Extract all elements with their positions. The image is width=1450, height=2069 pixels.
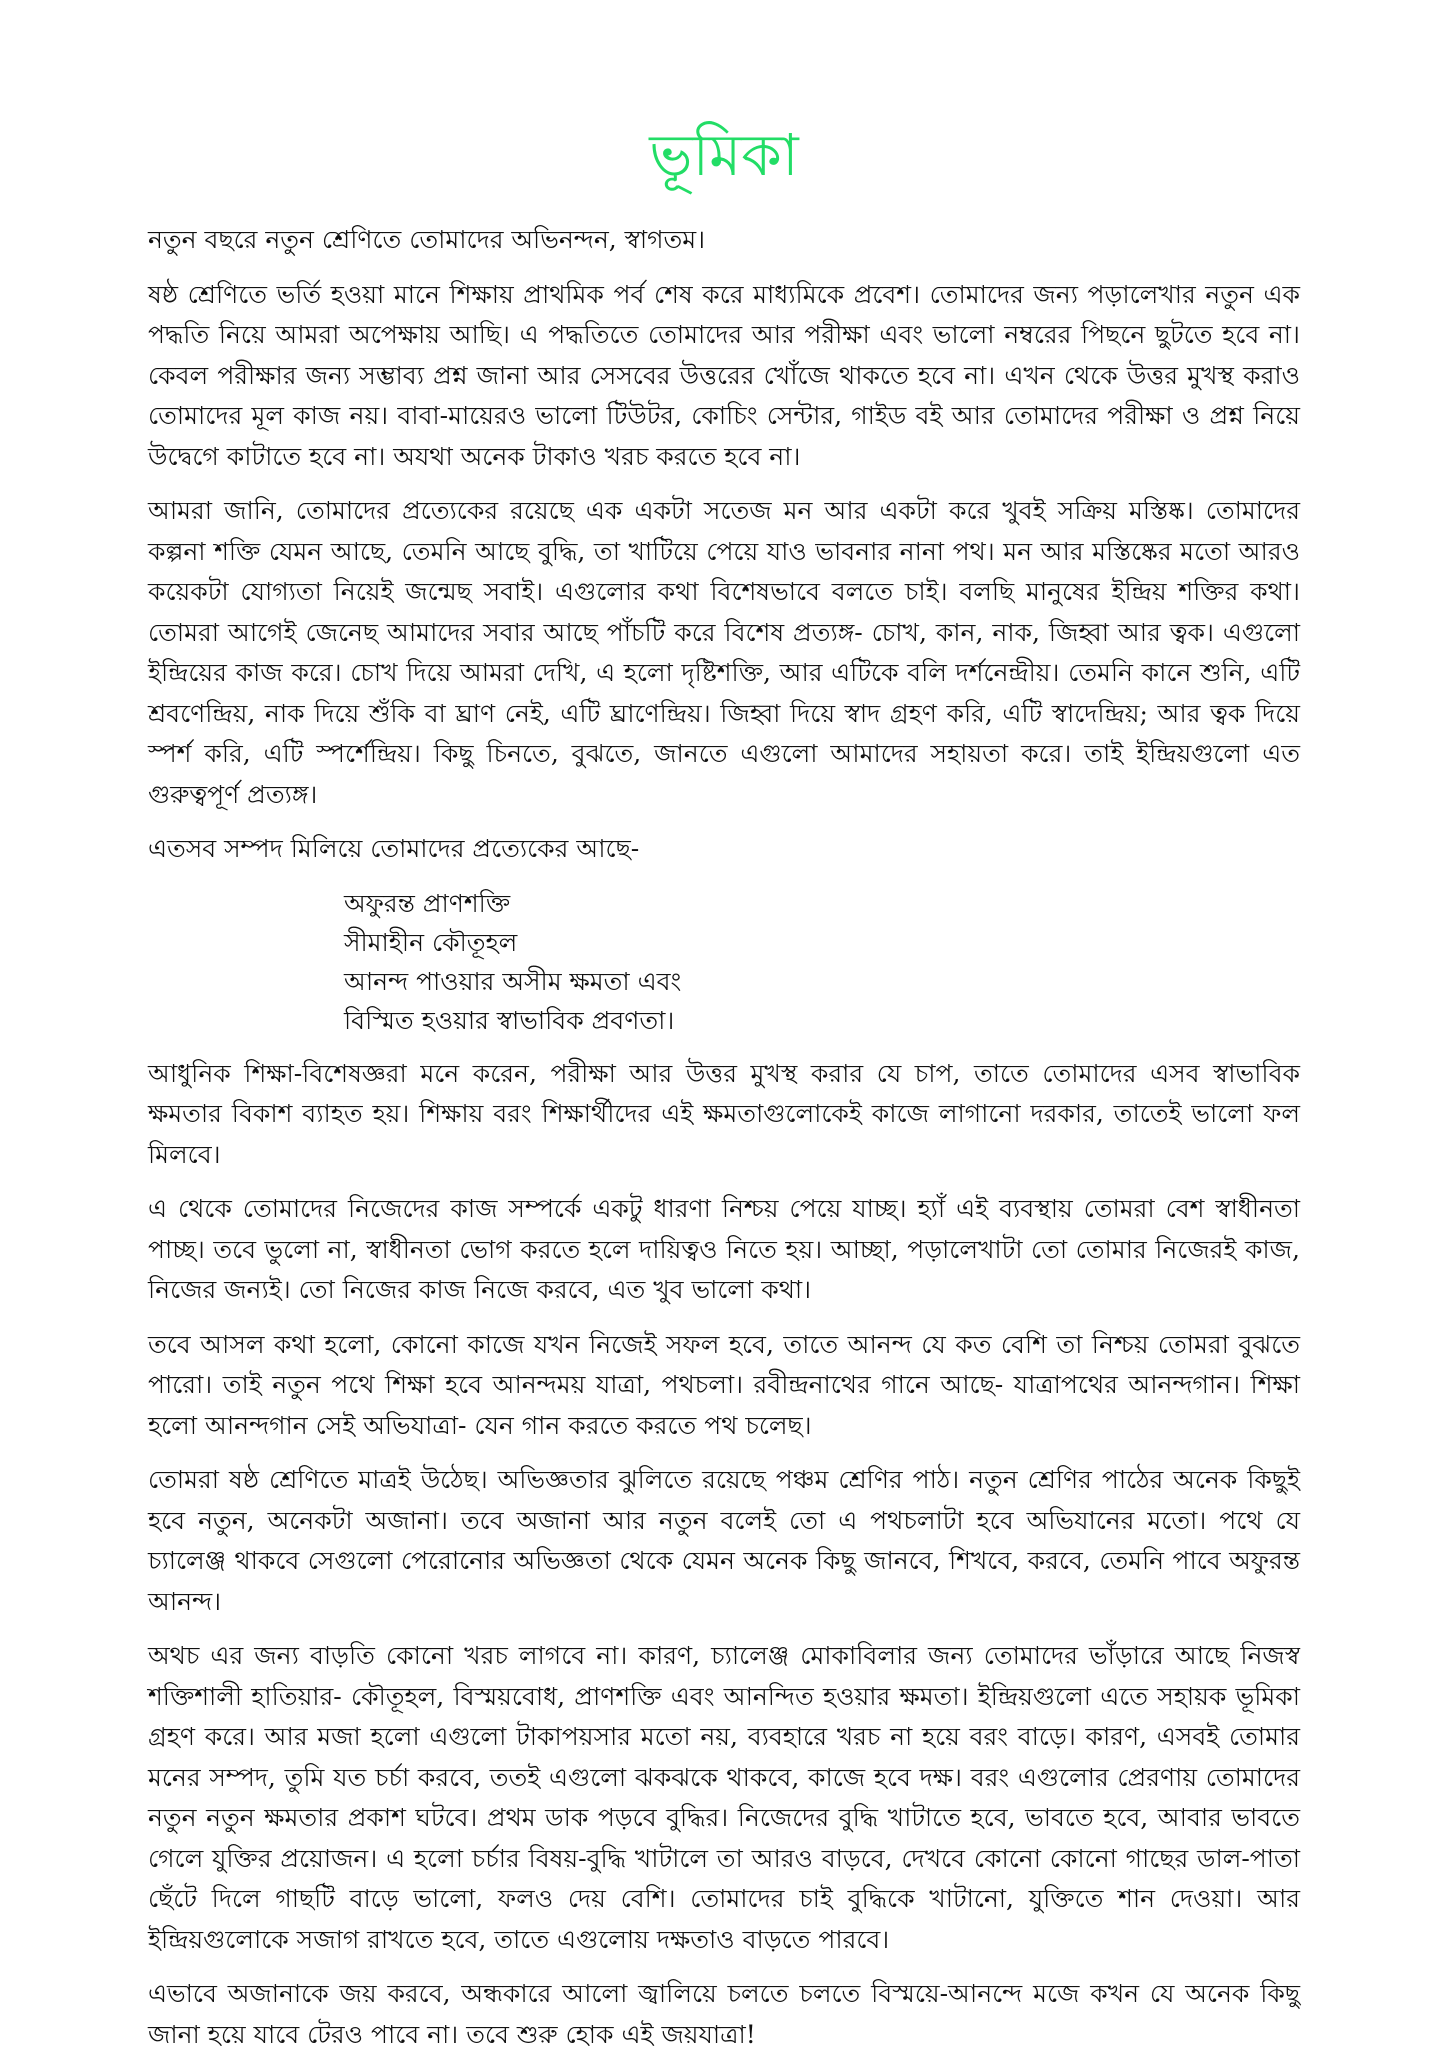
paragraph-greeting: নতুন বছরে নতুন শ্রেণিতে তোমাদের অভিনন্দন, স্বাগতম। (148, 225, 706, 254)
paragraph-joy: তবে আসল কথা হলো, কোনো কাজে যখন নিজেই সফল হবে, তাতে আনন্দ যে কত বেশি তা নিশ্চয় তোমরা বুঝতে পারো। তাই নতুন পথে শিক্ষা হবে আনন্দময় যাত্রা, পথচলা। রবীন্দ্রনাথের গানে আছে- যাত্রাপথের আনন্দগান। শিক্ষা হলো আনন্দগান সেই অভিযাত্রা- যেন গান করতে করতে পথ চলেছ। (148, 1329, 1300, 1440)
page-title: ভূমিকা (649, 121, 799, 189)
paragraph-new-class: তোমরা ষষ্ঠ শ্রেণিতে মাত্রই উঠেছ। অভিজ্ঞতার ঝুলিতে রয়েছে পঞ্চম শ্রেণির পাঠ। নতুন শ্রেণির পাঠের অনেক কিছুই হবে নতুন, অনেকটা অজানা। তবে অজানা আর নতুন বলেই তো এ পথচলাটা হবে অভিযানের মতো। পথে যে চ্যালেঞ্জ থাকবে সেগুলো পেরোনোর অভিজ্ঞতা থেকে যেমন অনেক কিছু জানবে, শিখবে, করবে, তেমনি পাবে অফুরন্ত আনন্দ। (148, 1465, 1300, 1616)
paragraph-assets-lead: এতসব সম্পদ মিলিয়ে তোমাদের প্রত্যেকের আছে- (148, 834, 640, 863)
paragraph-tools: অথচ এর জন্য বাড়তি কোনো খরচ লাগবে না। কারণ, চ্যালেঞ্জ মোকাবিলার জন্য তোমাদের ভাঁড়ারে আছে নিজস্ব শক্তিশালী হাতিয়ার- কৌতূহল, বিস্ময়বোধ, প্রাণশক্তি এবং আনন্দিত হওয়ার ক্ষমতা। ইন্দ্রিয়গুলো এতে সহায়ক ভূমিকা গ্রহণ করে। আর মজা হলো এগুলো টাকাপয়সার মতো নয়, ব্যবহারে খরচ না হয়ে বরং বাড়ে। কারণ, এসবই তোমার মনের সম্পদ, তুমি যত চর্চা করবে, ততই এগুলো ঝকঝকে থাকবে, কাজে হবে দক্ষ। বরং এগুলোর প্রেরণায় তোমাদের নতুন নতুন ক্ষমতার প্রকাশ ঘটবে। প্রথম ডাক পড়বে বুদ্ধির। নিজেদের বুদ্ধি খাটাতে হবে, ভাবতে হবে, আবার ভাবতে গেলে যুক্তির প্রয়োজন। এ হলো চর্চার বিষয়-বুদ্ধি খাটালে তা আরও বাড়বে, দেখবে কোনো কোনো গাছের ডাল-পাতা ছেঁটে দিলে গাছটি বাড়ে ভালো, ফলও দেয় বেশি। তোমাদের চাই বুদ্ধিকে খাটানো, যুক্তিতে শান দেওয়া। আর ইন্দ্রিয়গুলোকে সজাগ রাখতে হবে, তাতে এগুলোয় দক্ষতাও বাড়তে পারবে। (148, 1641, 1300, 1954)
list-item: বিস্মিত হওয়ার স্বাভাবিক প্রবণতা। (344, 1005, 675, 1035)
document-page (148, 120, 1300, 2069)
list-item: আনন্দ পাওয়ার অসীম ক্ষমতা এবং (344, 966, 682, 996)
paragraph-freedom: এ থেকে তোমাদের নিজেদের কাজ সম্পর্কে একটু ধারণা নিশ্চয় পেয়ে যাচ্ছ। হ্যাঁ এই ব্যবস্থায় তোমরা বেশ স্বাধীনতা পাচ্ছ। তবে ভুলো না, স্বাধীনতা ভোগ করতে হলে দায়িত্বও নিতে হয়। আচ্ছা, পড়ালেখাটা তো তোমার নিজেরই কাজ, নিজের জন্যই। তো নিজের কাজ নিজে করবে, এত খুব ভালো কথা। (148, 1194, 1300, 1304)
paragraph-experts: আধুনিক শিক্ষা-বিশেষজ্ঞরা মনে করেন, পরীক্ষা আর উত্তর মুখস্থ করার যে চাপ, তাতে তোমাদের এসব স্বাভাবিক ক্ষমতার বিকাশ ব্যাহত হয়। শিক্ষায় বরং শিক্ষার্থীদের এই ক্ষমতাগুলোকেই কাজে লাগানো দরকার, তাতেই ভালো ফল মিলবে। (148, 1058, 1300, 1169)
paragraph-closing: এভাবে অজানাকে জয় করবে, অন্ধকারে আলো জ্বালিয়ে চলতে চলতে বিস্ময়ে-আনন্দে মজে কখন যে অনেক কিছু জানা হয়ে যাবে টেরও পাবে না। তবে শুরু হোক এই জয়যাত্রা! (148, 1979, 1300, 2049)
list-item: অফুরন্ত প্রাণশক্তি (344, 888, 511, 918)
list-item: সীমাহীন কৌতূহল (344, 927, 518, 957)
paragraph-intro: ষষ্ঠ শ্রেণিতে ভর্তি হওয়া মানে শিক্ষায় প্রাথমিক পর্ব শেষ করে মাধ্যমিকে প্রবেশ। তোমাদের জন্য পড়ালেখার নতুন এক পদ্ধতি নিয়ে আমরা অপেক্ষায় আছি। এ পদ্ধতিতে তোমাদের আর পরীক্ষা এবং ভালো নম্বরের পিছনে ছুটতে হবে না। কেবল পরীক্ষার জন্য সম্ভাব্য প্রশ্ন জানা আর সেসবের উত্তরের খোঁজে থাকতে হবে না। এখন থেকে উত্তর মুখস্থ করাও তোমাদের মূল কাজ নয়। বাবা-মায়েরও ভালো টিউটর, কোচিং সেন্টার, গাইড বই আর তোমাদের পরীক্ষা ও প্রশ্ন নিয়ে উদ্বেগে কাটাতে হবে না। অযথা অনেক টাকাও খরচ করতে হবে না। (148, 279, 1300, 471)
assets-list (344, 884, 1300, 1040)
paragraph-senses: আমরা জানি, তোমাদের প্রত্যেকের রয়েছে এক একটা সতেজ মন আর একটা করে খুবই সক্রিয় মস্তিষ্ক। তোমাদের কল্পনা শক্তি যেমন আছে, তেমনি আছে বুদ্ধি, তা খাটিয়ে পেয়ে যাও ভাবনার নানা পথ। মন আর মস্তিষ্কের মতো আরও কয়েকটা যোগ্যতা নিয়েই জন্মেছ সবাই। এগুলোর কথা বিশেষভাবে বলতে চাই। বলছি মানুষের ইন্দ্রিয় শক্তির কথা। তোমরা আগেই জেনেছ আমাদের সবার আছে পাঁচটি করে বিশেষ প্রত্যঙ্গ- চোখ, কান, নাক, জিহ্বা আর ত্বক। এগুলো ইন্দ্রিয়ের কাজ করে। চোখ দিয়ে আমরা দেখি, এ হলো দৃষ্টিশক্তি, আর এটিকে বলি দর্শনেন্দ্রীয়। তেমনি কানে শুনি, এটি শ্রবণেন্দ্রিয়, নাক দিয়ে শুঁকি বা ঘ্রাণ নেই, এটি ঘ্রাণেন্দ্রিয়। জিহ্বা দিয়ে স্বাদ গ্রহণ করি, এটি স্বাদেন্দ্রিয়; আর ত্বক দিয়ে স্পর্শ করি, এটি স্পর্শেন্দ্রিয়। কিছু চিনতে, বুঝতে, জানতে এগুলো আমাদের সহায়তা করে। তাই ইন্দ্রিয়গুলো এত গুরুত্বপূর্ণ প্রত্যঙ্গ। (148, 496, 1300, 809)
